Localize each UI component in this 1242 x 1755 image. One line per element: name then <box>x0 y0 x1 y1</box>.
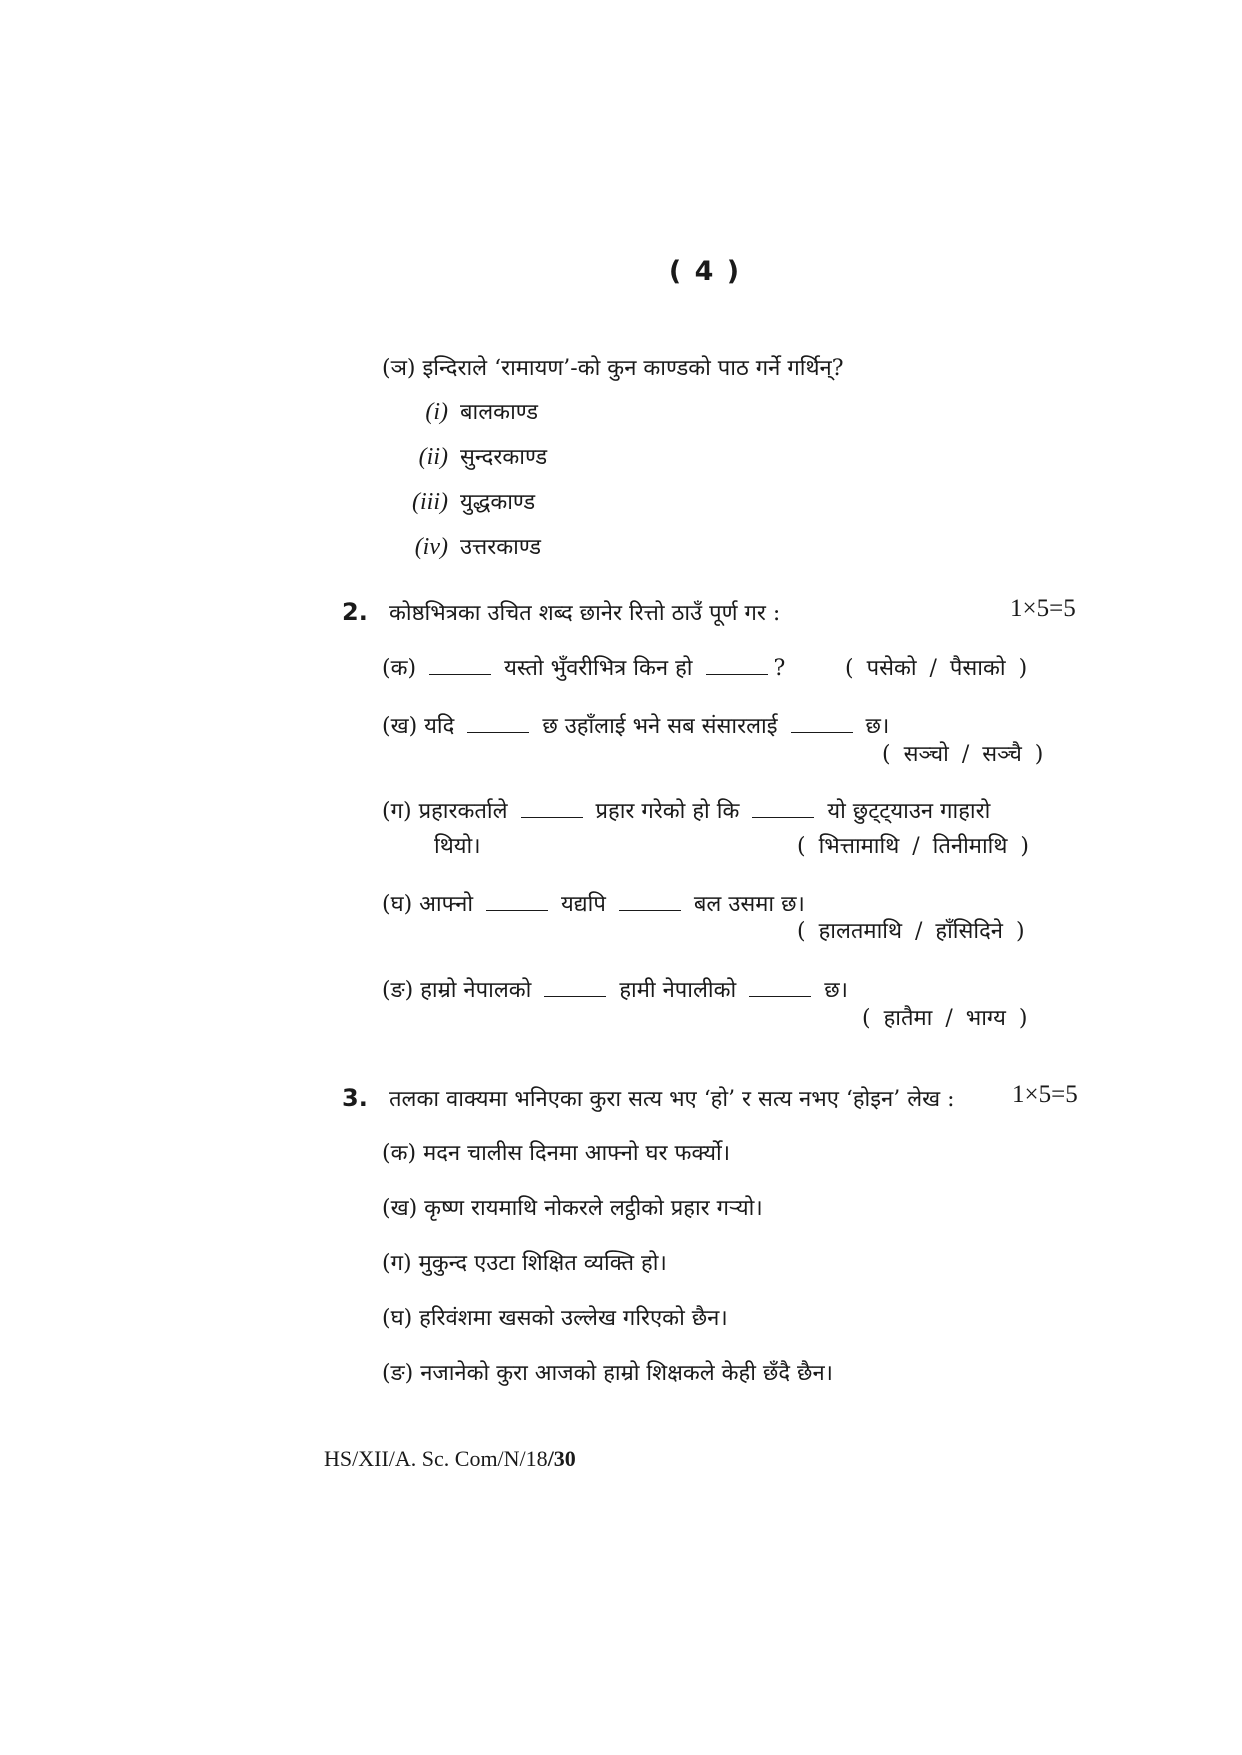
fill-item <box>382 974 848 1004</box>
item-marker: (ञ) <box>382 356 416 381</box>
q3-marks: 1×5=5 <box>1012 1081 1078 1108</box>
item-text: यो छुट्ट्याउन गाहारो <box>827 799 991 824</box>
blank-line <box>791 716 853 733</box>
statement-text: मदन चालीस दिनमा आफ्नो घर फर्क्यो। <box>423 1141 731 1166</box>
item-continuation: थियो। <box>434 834 481 859</box>
q1-item <box>382 352 844 382</box>
item-text: ? <box>773 656 786 681</box>
option-row <box>398 441 547 471</box>
statement-item <box>382 1137 730 1167</box>
option-marker: (i) <box>425 399 448 425</box>
word-choices: ( सञ्चो / सञ्चै ) <box>882 742 1044 767</box>
statement-item <box>382 1302 728 1332</box>
item-text: प्रहार गरेको हो कि <box>595 799 740 824</box>
question-text: इन्दिराले ‘रामायण’-को कुन काण्डको पाठ गर्ने गर्थिन्? <box>422 356 844 381</box>
item-text: प्रहारकर्ताले <box>418 799 508 824</box>
item-text: हामी नेपालीको <box>619 978 737 1003</box>
item-text: यद्यपि <box>561 892 606 917</box>
q2-marks: 1×5=5 <box>1010 595 1076 622</box>
statement-text: कृष्ण रायमाथि नोकरले लट्ठीको प्रहार गर्‍यो। <box>424 1196 763 1221</box>
option-marker: (iv) <box>414 534 448 560</box>
item-marker: (क) <box>382 1141 417 1166</box>
copy-count: /30 <box>547 1446 576 1471</box>
statement-item <box>382 1247 667 1277</box>
item-text: छ उहाँलाई भने सब संसारलाई <box>542 714 778 739</box>
statement-item <box>382 1357 833 1387</box>
statement-text: नजानेको कुरा आजको हाम्रो शिक्षकले केही छँदै छैन। <box>420 1361 833 1386</box>
question-instruction: तलका वाक्यमा भनिएका कुरा सत्य भए ‘हो’ र सत्य नभए ‘होइन’ लेख : <box>389 1087 955 1112</box>
page-number: ( 4 ) <box>668 256 742 287</box>
item-marker: (ग) <box>382 799 412 824</box>
option-text: सुन्दरकाण्ड <box>460 445 548 470</box>
item-marker: (ङ) <box>382 978 414 1003</box>
q3-heading <box>342 1083 955 1113</box>
option-text: बालकाण्ड <box>460 400 538 425</box>
blank-line <box>429 658 491 675</box>
item-marker: (ङ) <box>382 1361 414 1386</box>
option-text: युद्धकाण्ड <box>460 490 536 515</box>
blank-line <box>486 894 548 911</box>
item-marker: (ख) <box>382 714 418 739</box>
statement-text: मुकुन्द एउटा शिक्षित व्यक्ति हो। <box>418 1251 667 1276</box>
word-choices: ( हालतमाथि / हाँसिदिने ) <box>797 919 1025 944</box>
item-marker: (ग) <box>382 1251 412 1276</box>
option-marker: (ii) <box>418 444 448 470</box>
item-text: यस्तो भुँवरीभित्र किन हो <box>504 656 693 681</box>
paper-code: HS/XII/A. Sc. Com/N/18 <box>324 1446 548 1471</box>
statement-item <box>382 1192 763 1222</box>
blank-line <box>467 716 529 733</box>
blank-line <box>521 801 583 818</box>
item-text: बल उसमा छ। <box>693 892 805 917</box>
fill-item <box>382 888 805 918</box>
fill-item <box>382 652 785 682</box>
fill-item <box>382 795 990 825</box>
option-marker: (iii) <box>412 489 448 515</box>
footer-code <box>324 1446 576 1472</box>
item-text: यदि <box>424 714 455 739</box>
option-text: उत्तरकाण्ड <box>460 535 542 560</box>
word-choices: ( भित्तामाथि / तिनीमाथि ) <box>797 834 1029 859</box>
option-row <box>398 486 535 516</box>
item-text: आफ्नो <box>419 892 474 917</box>
item-marker: (घ) <box>382 1306 413 1331</box>
blank-line <box>752 801 814 818</box>
item-marker: (ख) <box>382 1196 418 1221</box>
option-row <box>398 396 538 426</box>
blank-line <box>619 894 681 911</box>
item-text: हाम्रो नेपालको <box>420 978 532 1003</box>
option-row <box>398 531 541 561</box>
word-choices: ( पसेको / पैसाको ) <box>845 656 1028 681</box>
question-instruction: कोष्ठभित्रका उचित शब्द छानेर रित्तो ठाउँ पूर्ण गर : <box>389 601 781 626</box>
item-marker: (क) <box>382 656 417 681</box>
blank-line <box>706 658 768 675</box>
item-text: छ। <box>865 714 890 739</box>
statement-text: हरिवंशमा खसको उल्लेख गरिएको छैन। <box>419 1306 728 1331</box>
blank-line <box>544 980 606 997</box>
question-number: 2. <box>342 598 368 626</box>
q2-heading <box>342 597 780 627</box>
word-choices: ( हातैमा / भाग्य ) <box>862 1006 1028 1031</box>
item-marker: (घ) <box>382 892 413 917</box>
blank-line <box>749 980 811 997</box>
item-text: छ। <box>824 978 848 1003</box>
question-number: 3. <box>342 1084 368 1112</box>
fill-item <box>382 710 889 740</box>
